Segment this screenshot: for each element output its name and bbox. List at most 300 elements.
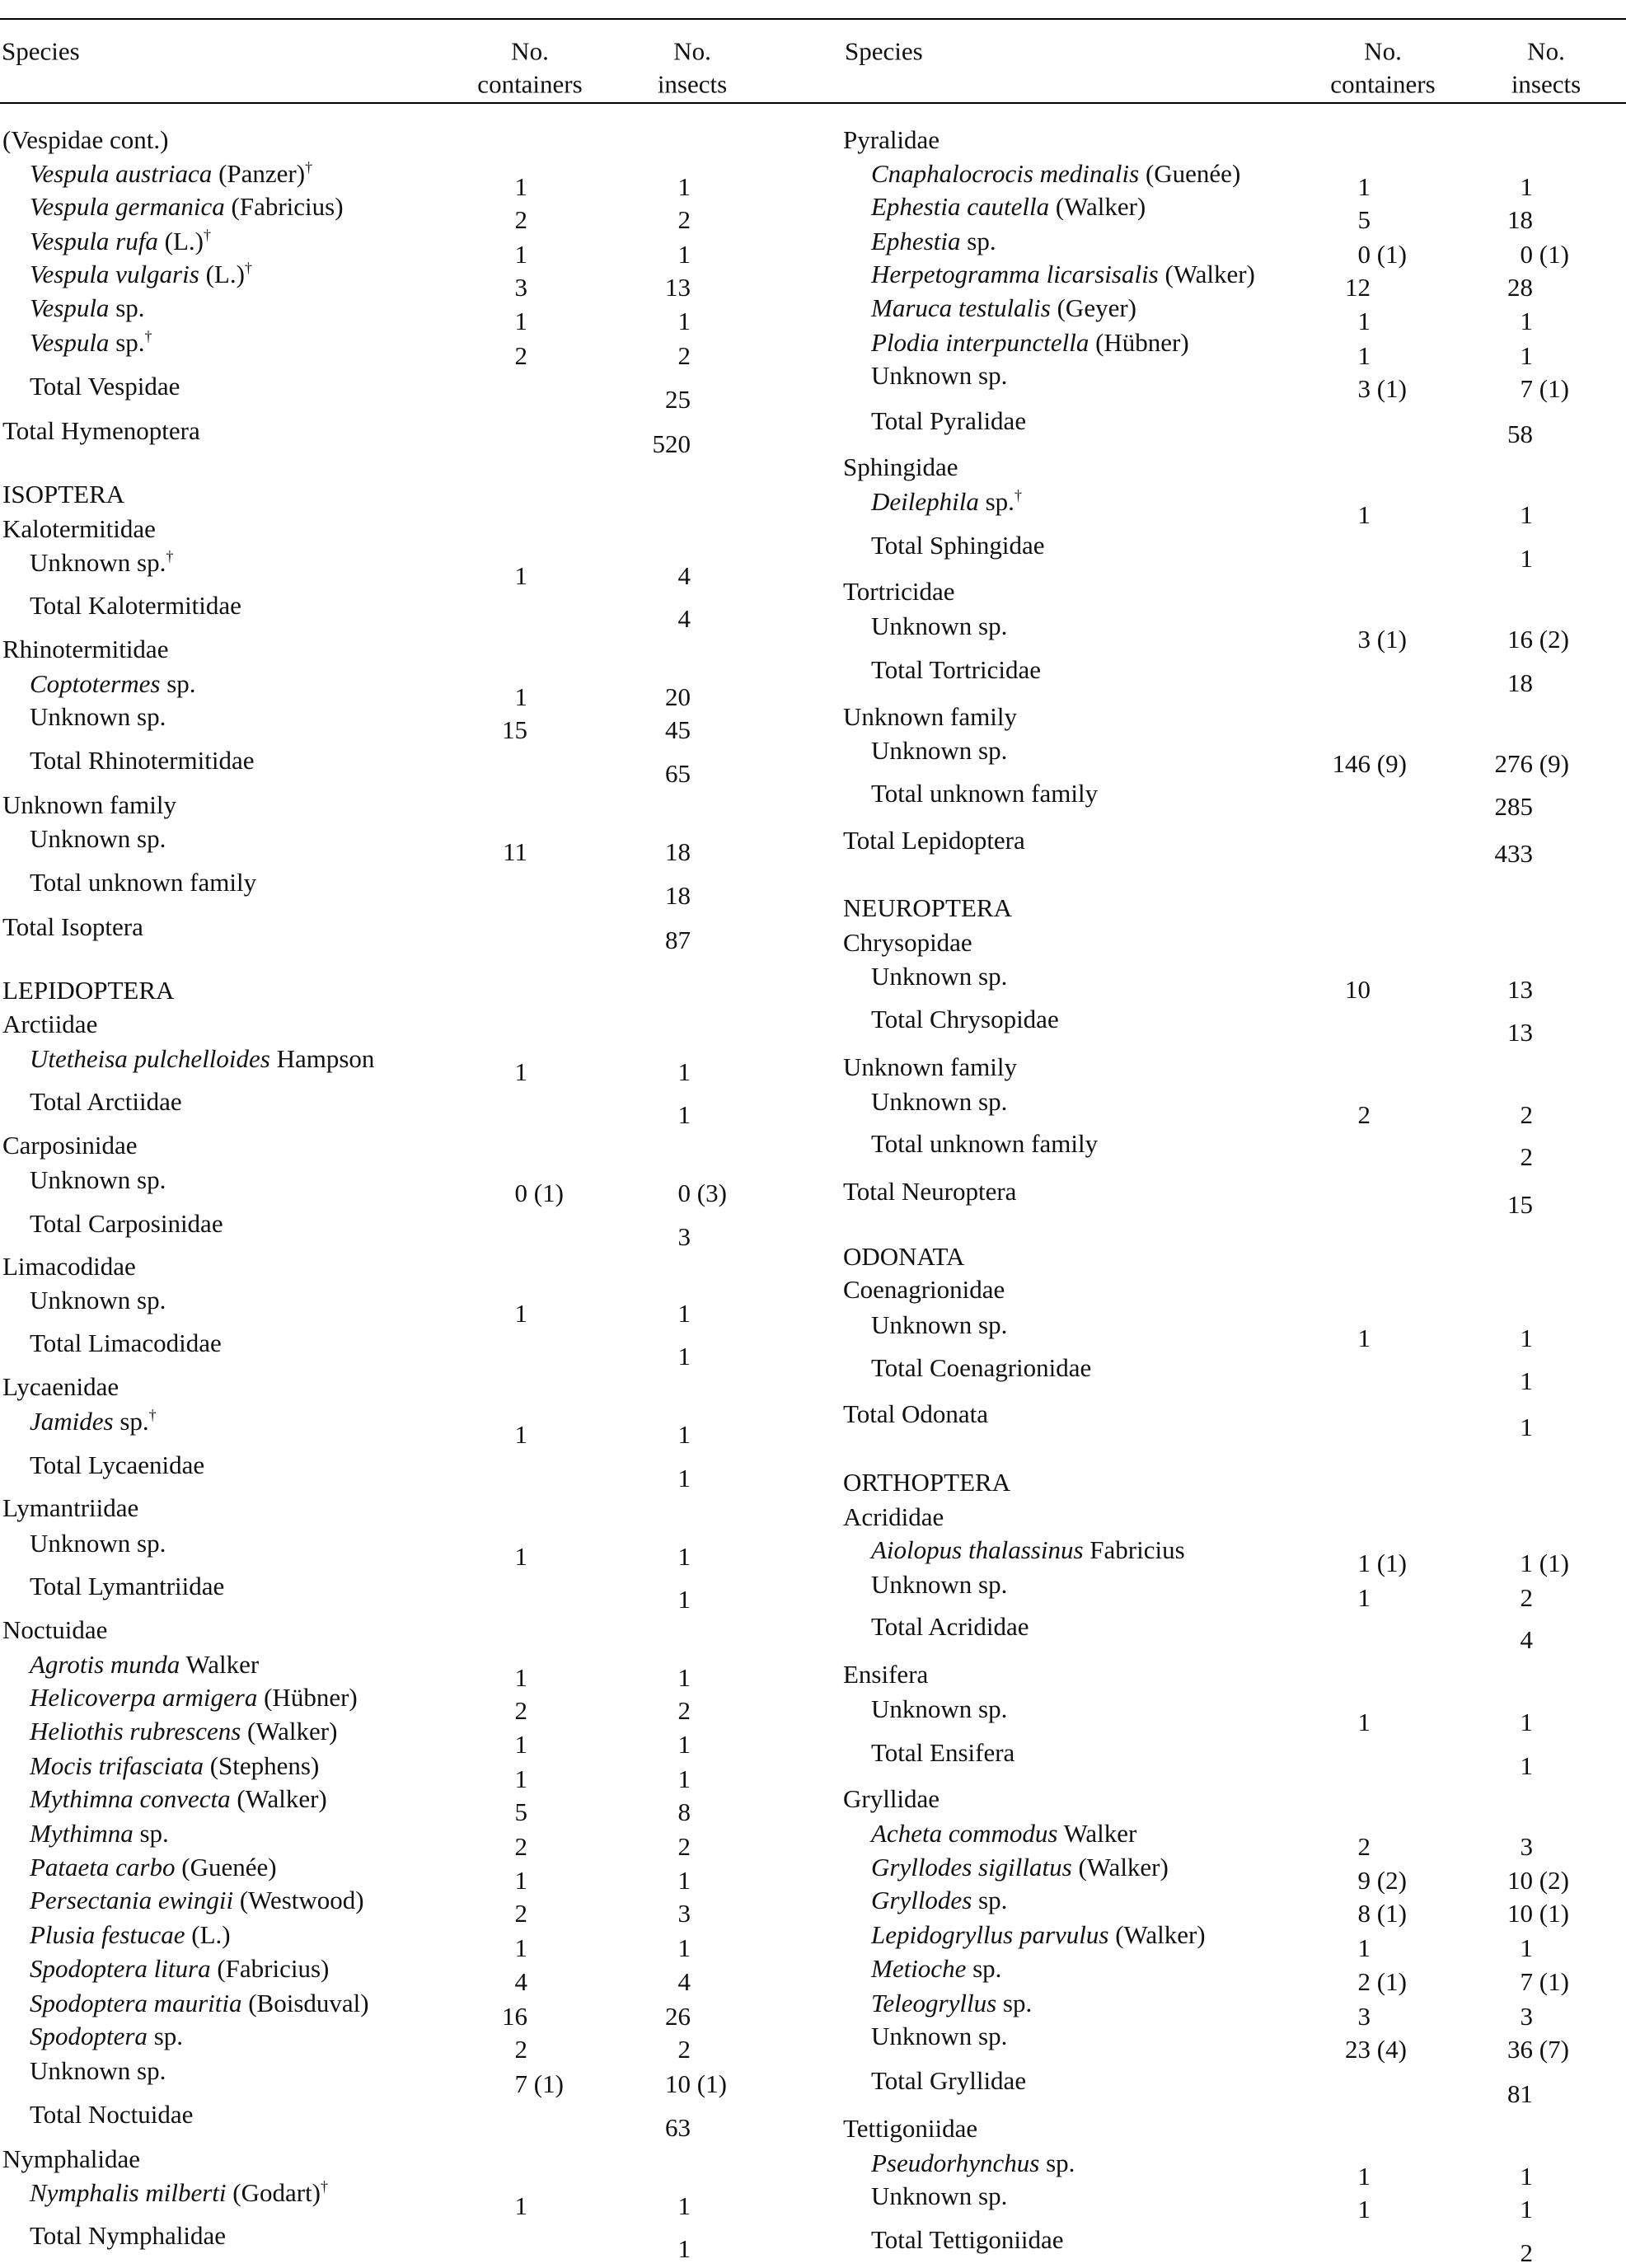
label-text: sp. xyxy=(972,1885,1008,1914)
insects-value: 1 xyxy=(677,2191,691,2220)
label-text: Unknown sp. xyxy=(871,1086,1008,1116)
insects-value: 7 xyxy=(1520,1967,1533,1996)
family-label xyxy=(2,1492,139,1522)
insects-value: 3 xyxy=(677,1899,691,1928)
insects-value: 26 xyxy=(665,2002,691,2031)
order-total-label xyxy=(2,911,143,941)
dagger-footnote-mark: † xyxy=(148,1406,157,1423)
dagger-footnote-mark: † xyxy=(244,259,252,276)
insects-header-line1: No. xyxy=(1527,36,1565,66)
insects-header-line2: insects xyxy=(657,69,728,99)
family-label xyxy=(2,636,168,662)
insects-value: 18 xyxy=(665,881,691,910)
label-text: Total Isoptera xyxy=(2,911,143,941)
label-text: Total Neuroptera xyxy=(843,1176,1017,1206)
insects-value: 1 xyxy=(677,1542,691,1571)
species-label xyxy=(871,1990,1032,2016)
insects-value: 1 xyxy=(1520,2162,1533,2191)
containers-value: 2 xyxy=(514,1899,527,1928)
containers-header-line1: No. xyxy=(1364,36,1402,66)
insects-value: 10 xyxy=(1507,1899,1533,1928)
taxon-name: Plusia festucae xyxy=(30,1919,185,1949)
taxon-name: Heliothis rubrescens xyxy=(30,1716,241,1746)
family-total-label xyxy=(871,780,1098,806)
family-total-label xyxy=(30,2099,194,2129)
containers-value: 9 xyxy=(1357,1866,1371,1895)
species-label xyxy=(30,1854,277,1880)
label-text: Total Coenagrionidae xyxy=(871,1352,1092,1382)
containers-value: 23 xyxy=(1345,2035,1371,2064)
label-text: (Walker) xyxy=(1071,1852,1169,1881)
family-label xyxy=(843,1661,928,1687)
taxon-name: Ephestia cautella xyxy=(871,191,1050,221)
label-text: ORTHOPTERA xyxy=(843,1467,1011,1497)
family-total-label xyxy=(871,1128,1099,1158)
taxon-name: Vespula xyxy=(30,327,110,357)
label-text: (L.) xyxy=(185,1919,231,1949)
label-text: Total Kalotermitidae xyxy=(30,590,241,620)
insects-value: 45 xyxy=(665,715,691,744)
family-label xyxy=(843,701,1017,731)
insects-value: 2 xyxy=(677,341,691,370)
taxon-name: Vespula germanica xyxy=(30,191,225,221)
family-label xyxy=(843,454,958,480)
label-text: sp. xyxy=(109,293,145,322)
taxon-name: Helicoverpa armigera xyxy=(30,1682,258,1712)
label-text: Coenagrionidae xyxy=(843,1274,1005,1304)
insects-value: 16 xyxy=(1507,625,1533,654)
label-text: Unknown family xyxy=(843,701,1017,731)
label-text: (Guenée) xyxy=(175,1852,277,1881)
label-text: Unknown family xyxy=(2,790,176,819)
containers-value: 3 xyxy=(1357,625,1371,654)
insects-value: 433 xyxy=(1494,839,1533,868)
species-label xyxy=(30,191,344,221)
label-text: (Fabricius) xyxy=(210,1953,330,1983)
insects-value: 1 xyxy=(1520,500,1533,529)
containers-header-line2: containers xyxy=(477,69,583,99)
insects-value: 3 xyxy=(1520,1832,1533,1861)
family-label xyxy=(2,1253,136,1279)
label-text: Total Acrididae xyxy=(871,1611,1029,1641)
insects-value: 1 xyxy=(677,1663,691,1692)
family-total-label xyxy=(30,747,254,773)
family-total-label xyxy=(871,1352,1092,1382)
insects-value: 1 xyxy=(1520,1413,1533,1441)
insects-value: 25 xyxy=(665,385,691,414)
label-text: (Walker) xyxy=(241,1716,338,1746)
insects-value: 13 xyxy=(665,273,691,302)
species-label xyxy=(30,261,252,287)
insects-paren-value: (1) xyxy=(1533,1549,1569,1577)
containers-paren-value: (1) xyxy=(527,2069,564,2098)
taxon-name: Lepidogryllus parvulus xyxy=(871,1919,1109,1949)
order-total-label xyxy=(2,415,200,445)
taxon-name: Agrotis munda xyxy=(30,1649,180,1679)
insects-value: 10 xyxy=(1507,1866,1533,1895)
insects-paren-value: (2) xyxy=(1533,625,1569,654)
taxon-name: Spodoptera litura xyxy=(30,1953,211,1983)
family-total-label xyxy=(30,1208,223,1238)
containers-paren-value: (1) xyxy=(1371,1549,1407,1577)
insects-value: 2 xyxy=(677,1696,691,1725)
species-label xyxy=(871,1312,1007,1338)
label-text: (Boisduval) xyxy=(241,1988,369,2017)
insects-value: 13 xyxy=(1507,1018,1533,1047)
species-label xyxy=(30,1718,337,1744)
taxon-name: Gryllodes xyxy=(871,1885,972,1914)
family-total-label xyxy=(871,2065,1027,2095)
taxon-name: Herpetogramma licarsisalis xyxy=(871,259,1159,288)
species-header: Species xyxy=(2,36,80,66)
label-text: Nymphalidae xyxy=(2,2144,141,2173)
taxon-name: Nymphalis milberti xyxy=(30,2177,227,2207)
taxon-name: Mocis trifasciata xyxy=(30,1750,204,1780)
containers-value: 1 xyxy=(514,1420,527,1449)
insects-value: 1 xyxy=(1520,341,1533,370)
label-text: Total Odonata xyxy=(843,1399,989,1428)
insects-value: 1 xyxy=(677,307,691,335)
containers-value: 16 xyxy=(502,2002,527,2031)
label-text: Unknown sp. xyxy=(30,1164,166,1194)
taxon-name: Vespula austriaca xyxy=(30,158,213,188)
containers-value: 5 xyxy=(1357,205,1371,234)
family-total-label xyxy=(30,2220,227,2250)
family-total-label xyxy=(30,1573,224,1599)
label-text: Walker xyxy=(1057,1818,1137,1848)
species-label xyxy=(30,2023,183,2049)
label-text: Unknown sp. xyxy=(871,961,1008,991)
insects-value: 18 xyxy=(1507,205,1533,234)
family-total-label xyxy=(30,373,180,399)
label-text: Tettigoniidae xyxy=(843,2113,978,2143)
family-total-label xyxy=(30,1086,182,1116)
taxon-name: Spodoptera xyxy=(30,2021,148,2050)
label-text: Rhinotermitidae xyxy=(2,634,169,663)
label-text: Total Hymenoptera xyxy=(2,415,200,445)
label-text: Total Noctuidae xyxy=(30,2099,194,2129)
species-label xyxy=(30,2177,329,2207)
containers-value: 1 xyxy=(514,307,527,335)
containers-value: 1 xyxy=(1357,341,1371,370)
containers-paren-value: (1) xyxy=(1371,240,1407,269)
label-text: Unknown family xyxy=(843,1052,1017,1081)
insects-value: 1 xyxy=(677,1100,691,1129)
family-label xyxy=(843,1504,944,1530)
taxon-name: Gryllodes sigillatus xyxy=(871,1852,1072,1881)
insects-value: 7 xyxy=(1520,374,1533,403)
insects-paren-value: (1) xyxy=(1533,1967,1569,1996)
label-text: (Stephens) xyxy=(203,1750,320,1780)
label-text: sp. xyxy=(1039,2148,1075,2177)
species-label xyxy=(30,1043,375,1073)
label-text: Total Sphingidae xyxy=(871,530,1045,560)
insects-value: 20 xyxy=(665,682,691,711)
species-label xyxy=(871,2023,1007,2049)
label-text: Unknown sp. xyxy=(871,1694,1008,1723)
insects-value: 0 xyxy=(677,1179,691,1207)
label-text: ODONATA xyxy=(843,1241,965,1271)
order-label xyxy=(2,481,124,507)
dagger-footnote-mark: † xyxy=(1014,486,1022,504)
species-label xyxy=(30,547,174,577)
species-label xyxy=(871,261,1255,287)
containers-paren-value: (9) xyxy=(1371,749,1407,778)
containers-value: 1 xyxy=(1357,1583,1371,1612)
species-label xyxy=(871,228,996,254)
taxon-name: Coptotermes xyxy=(30,668,161,698)
dagger-footnote-mark: † xyxy=(144,327,152,344)
label-text: sp. xyxy=(133,1818,169,1848)
containers-value: 146 xyxy=(1332,749,1371,778)
taxon-name: Metioche xyxy=(871,1953,967,1983)
label-text: LEPIDOPTERA xyxy=(2,975,175,1005)
species-label xyxy=(871,1569,1008,1599)
insects-value: 4 xyxy=(677,1967,691,1996)
species-label xyxy=(30,1530,166,1556)
family-label xyxy=(2,2146,140,2172)
insects-paren-value: (7) xyxy=(1533,2035,1569,2064)
containers-header-line2: containers xyxy=(1330,69,1436,99)
label-text: sp. xyxy=(113,1406,149,1436)
taxon-name: Plodia interpunctella xyxy=(871,327,1089,357)
label-text: sp. xyxy=(960,226,996,255)
species-label xyxy=(30,2055,166,2085)
label-text: (Godart) xyxy=(226,2177,321,2207)
label-text: Total Lymantriidae xyxy=(30,1571,225,1600)
label-text: Chrysopidae xyxy=(843,927,972,957)
containers-value: 15 xyxy=(502,715,527,744)
containers-value: 1 xyxy=(514,1663,527,1692)
label-text: Kalotermitidae xyxy=(2,513,156,543)
species-label xyxy=(871,2183,1007,2209)
insects-value: 1 xyxy=(677,172,691,201)
containers-value: 1 xyxy=(1357,2195,1371,2223)
insects-paren-value: (1) xyxy=(1533,374,1569,403)
label-text: Lycaenidae xyxy=(2,1371,119,1401)
label-text: Total Rhinotermitidae xyxy=(30,745,255,775)
taxon-name: Vespula rufa xyxy=(30,226,158,255)
species-label xyxy=(871,1887,1007,1913)
family-label xyxy=(843,124,940,154)
species-label xyxy=(30,1164,166,1194)
containers-value: 12 xyxy=(1345,273,1371,302)
species-label xyxy=(871,486,1022,516)
taxon-name: Aiolopus thalassinus xyxy=(871,1535,1084,1564)
containers-value: 3 xyxy=(1357,2002,1371,2031)
insects-value: 2 xyxy=(1520,2238,1533,2267)
family-total-label xyxy=(871,1006,1059,1032)
label-text: Unknown sp. xyxy=(30,1528,166,1558)
containers-value: 1 xyxy=(514,1764,527,1793)
label-text: Total unknown family xyxy=(871,778,1099,808)
label-text: Unknown sp. xyxy=(30,701,166,731)
containers-value: 1 xyxy=(1357,500,1371,529)
containers-value: 2 xyxy=(514,205,527,234)
insects-value: 1 xyxy=(677,1866,691,1895)
containers-value: 1 xyxy=(514,682,527,711)
insects-value: 2 xyxy=(677,1832,691,1861)
label-text: Total unknown family xyxy=(871,1128,1099,1158)
species-label xyxy=(30,1919,231,1949)
containers-paren-value: (1) xyxy=(1371,374,1407,403)
containers-paren-value: (1) xyxy=(1371,625,1407,654)
label-text: (L.) xyxy=(157,226,204,255)
label-text: Unknown sp. xyxy=(30,1285,166,1314)
taxon-name: Cnaphalocrocis medinalis xyxy=(871,158,1140,188)
containers-value: 1 xyxy=(1357,172,1371,201)
containers-value: 0 xyxy=(1357,240,1371,269)
insects-paren-value: (1) xyxy=(691,2069,727,2098)
insects-value: 1 xyxy=(1520,1751,1533,1780)
label-text: Unknown sp. xyxy=(871,2021,1008,2050)
family-label xyxy=(843,1783,940,1813)
label-text: ISOPTERA xyxy=(2,479,125,508)
containers-value: 1 xyxy=(514,1299,527,1328)
insects-value: 18 xyxy=(665,837,691,866)
taxon-name: Utetheisa pulchelloides xyxy=(30,1043,270,1073)
order-label xyxy=(843,895,1012,921)
label-text: sp. xyxy=(978,486,1014,516)
taxon-name: Pseudorhynchus xyxy=(871,2148,1040,2177)
insects-value: 58 xyxy=(1507,419,1533,448)
insects-value: 1 xyxy=(1520,1549,1533,1577)
label-text: Unknown sp. xyxy=(871,1310,1008,1339)
containers-value: 1 xyxy=(514,1730,527,1759)
species-label xyxy=(871,191,1146,221)
species-label xyxy=(871,295,1136,321)
containers-value: 3 xyxy=(514,273,527,302)
insects-value: 1 xyxy=(677,1057,691,1086)
species-label xyxy=(30,668,196,698)
label-text: Total Lepidoptera xyxy=(843,825,1025,855)
label-text: Total Ensifera xyxy=(871,1737,1015,1767)
species-label xyxy=(30,1887,364,1913)
insects-value: 1 xyxy=(1520,1366,1533,1395)
insects-value: 15 xyxy=(1507,1190,1533,1219)
containers-paren-value: (1) xyxy=(527,1179,564,1207)
containers-value: 2 xyxy=(1357,1967,1371,1996)
insects-value: 1 xyxy=(1520,307,1533,335)
species-label xyxy=(871,1919,1206,1949)
label-text: Total Vespidae xyxy=(30,371,180,401)
family-total-label xyxy=(30,869,256,895)
species-label xyxy=(30,701,166,731)
insects-value: 1 xyxy=(1520,1933,1533,1962)
family-label xyxy=(2,124,169,154)
insects-paren-value: (3) xyxy=(691,1179,727,1207)
label-text: (Hübner) xyxy=(1089,327,1189,357)
insects-value: 65 xyxy=(665,759,691,788)
taxon-name: Persectania ewingii xyxy=(30,1885,234,1914)
insects-value: 285 xyxy=(1494,792,1533,821)
insects-value: 4 xyxy=(677,561,691,590)
containers-value: 1 xyxy=(514,2191,527,2220)
containers-value: 11 xyxy=(503,837,527,866)
label-text: Tortricidae xyxy=(843,576,955,606)
label-text: (Vespidae cont.) xyxy=(2,124,169,154)
containers-value: 1 xyxy=(1357,1933,1371,1962)
containers-value: 8 xyxy=(1357,1899,1371,1928)
species-label xyxy=(871,1537,1185,1563)
insects-value: 36 xyxy=(1507,2035,1533,2064)
taxon-name: Teleogryllus xyxy=(871,1988,997,2017)
label-text: Total Lycaenidae xyxy=(30,1450,205,1479)
family-label xyxy=(2,1371,119,1401)
order-total-label xyxy=(843,1401,988,1427)
insects-value: 63 xyxy=(665,2113,691,2142)
taxon-name: Jamides xyxy=(30,1406,114,1436)
insects-value: 2 xyxy=(1520,1142,1533,1171)
label-text: Total Limacodidae xyxy=(30,1328,222,1357)
containers-value: 1 xyxy=(514,240,527,269)
family-total-label xyxy=(30,1452,204,1478)
species-label xyxy=(30,327,152,357)
label-text: Arctiidae xyxy=(2,1009,98,1038)
label-text: Pyralidae xyxy=(843,124,940,154)
containers-value: 0 xyxy=(514,1179,527,1207)
containers-paren-value: (2) xyxy=(1371,1866,1407,1895)
species-label xyxy=(871,613,1007,639)
family-label xyxy=(2,1011,97,1037)
containers-paren-value: (1) xyxy=(1371,1967,1407,1996)
insects-value: 1 xyxy=(1520,1708,1533,1736)
label-text: Total Tettigoniidae xyxy=(871,2224,1064,2254)
taxon-name: Vespula vulgaris xyxy=(30,259,199,288)
species-label xyxy=(30,1990,369,2016)
containers-value: 2 xyxy=(514,1832,527,1861)
insects-value: 1 xyxy=(677,1464,691,1492)
insects-value: 1 xyxy=(1520,544,1533,573)
insects-value: 18 xyxy=(1507,668,1533,697)
family-total-label xyxy=(871,405,1027,435)
containers-value: 1 xyxy=(1357,2162,1371,2191)
species-label xyxy=(871,1854,1169,1880)
containers-value: 1 xyxy=(514,1542,527,1571)
insects-value: 2 xyxy=(1520,1100,1533,1129)
containers-value: 2 xyxy=(514,341,527,370)
species-label xyxy=(871,360,1008,390)
order-label xyxy=(843,1469,1010,1495)
containers-value: 10 xyxy=(1345,975,1371,1004)
insects-value: 28 xyxy=(1507,273,1533,302)
label-text: (Walker) xyxy=(1108,1919,1206,1949)
label-text: sp. xyxy=(966,1953,1002,1983)
insects-value: 81 xyxy=(1507,2079,1533,2108)
insects-value: 1 xyxy=(677,1299,691,1328)
label-text: (Walker) xyxy=(1158,259,1255,288)
containers-value: 1 xyxy=(1357,1549,1371,1577)
family-label xyxy=(843,1274,1005,1304)
containers-value: 4 xyxy=(514,1967,527,1996)
insects-value: 1 xyxy=(677,1730,691,1759)
label-text: sp. xyxy=(147,2021,184,2050)
insects-value: 87 xyxy=(665,925,691,954)
containers-paren-value: (1) xyxy=(1371,1899,1407,1928)
species-label xyxy=(30,158,313,188)
label-text: Total Nymphalidae xyxy=(30,2220,227,2250)
family-label xyxy=(2,1132,138,1158)
label-text: (Fabricius) xyxy=(224,191,344,221)
label-text: Unknown sp. xyxy=(871,1569,1008,1599)
insects-value: 1 xyxy=(1520,2195,1533,2223)
insects-value: 4 xyxy=(1520,1625,1533,1654)
label-text: Total Gryllidae xyxy=(871,2065,1027,2095)
containers-value: 2 xyxy=(514,1696,527,1725)
containers-value: 1 xyxy=(1357,307,1371,335)
species-label xyxy=(30,1820,169,1846)
species-label xyxy=(871,1820,1136,1846)
